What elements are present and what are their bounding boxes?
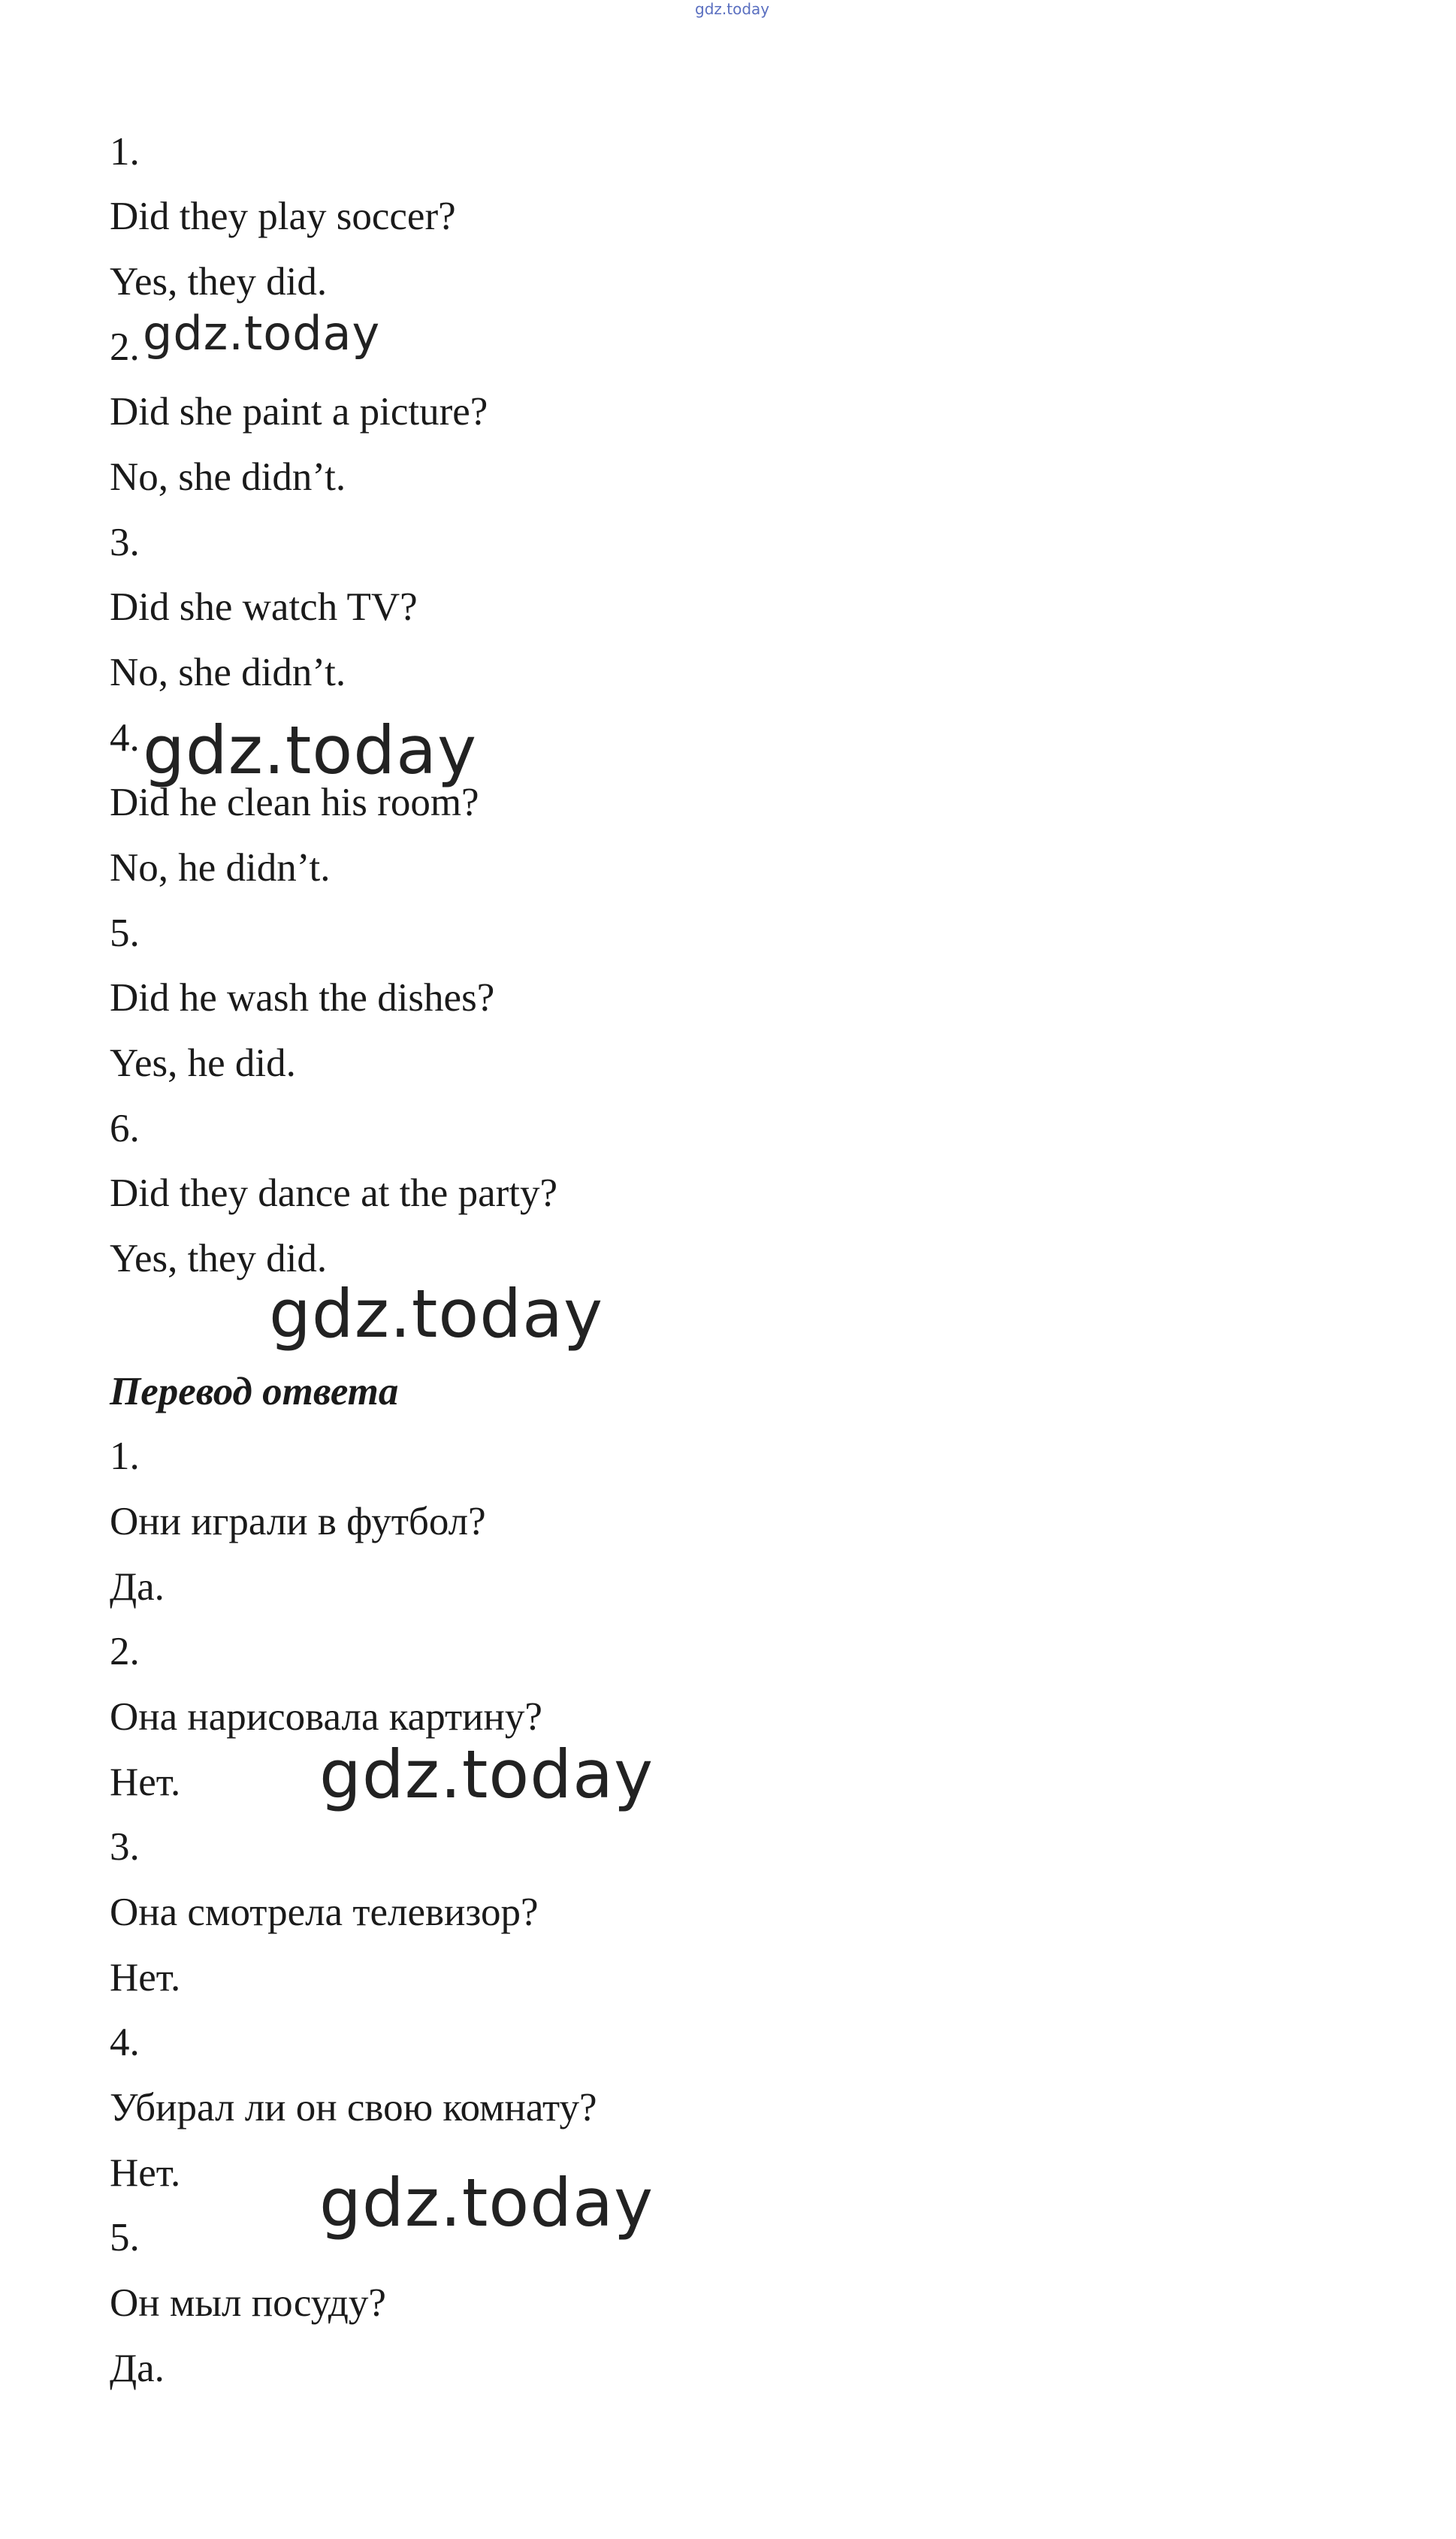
watermark: gdz.today: [269, 1275, 604, 1353]
translation-3-question: Она смотрела телевизор?: [110, 1891, 539, 1934]
watermark: gdz.today: [143, 306, 381, 361]
translation-4-question: Убирал ли он свою комнату?: [110, 2086, 597, 2129]
watermark: gdz.today: [143, 712, 478, 789]
translation-2-answer: Нет.: [110, 1761, 181, 1804]
translation-5-answer: Да.: [110, 2347, 165, 2390]
item-3-answer: No, she didn’t.: [110, 651, 346, 694]
translation-5-question: Он мыл посуду?: [110, 2281, 386, 2325]
item-4-number: 4.: [110, 716, 140, 760]
watermark: gdz.today: [319, 2164, 654, 2241]
translation-1-question: Они играли в футбол?: [110, 1500, 486, 1543]
translation-5-number: 5.: [110, 2216, 140, 2259]
item-2-number: 2.: [110, 325, 140, 369]
item-1-question: Did they play soccer?: [110, 195, 456, 238]
translation-3-answer: Нет.: [110, 1956, 181, 1999]
translation-heading: Перевод ответа: [110, 1370, 399, 1413]
item-3-number: 3.: [110, 521, 140, 564]
item-2-answer: No, she didn’t.: [110, 455, 346, 499]
item-5-number: 5.: [110, 911, 140, 955]
watermark-top: gdz.today: [695, 0, 770, 18]
item-4-question: Did he clean his room?: [110, 781, 479, 824]
translation-4-answer: Нет.: [110, 2151, 181, 2195]
translation-1-answer: Да.: [110, 1565, 165, 1609]
translation-4-number: 4.: [110, 2021, 140, 2064]
item-6-question: Did they dance at the party?: [110, 1171, 557, 1215]
item-4-answer: No, he didn’t.: [110, 846, 331, 890]
item-6-answer: Yes, they did.: [110, 1237, 328, 1280]
item-3-question: Did she watch TV?: [110, 585, 418, 629]
item-1-number: 1.: [110, 130, 140, 174]
translation-3-number: 3.: [110, 1825, 140, 1869]
item-2-question: Did she paint a picture?: [110, 390, 488, 434]
translation-1-number: 1.: [110, 1434, 140, 1478]
item-5-question: Did he wash the dishes?: [110, 976, 495, 1020]
item-1-answer: Yes, they did.: [110, 260, 328, 304]
item-6-number: 6.: [110, 1107, 140, 1150]
item-5-answer: Yes, he did.: [110, 1041, 296, 1085]
translation-2-number: 2.: [110, 1630, 140, 1673]
translation-2-question: Она нарисовала картину?: [110, 1695, 542, 1739]
watermark: gdz.today: [319, 1736, 654, 1813]
